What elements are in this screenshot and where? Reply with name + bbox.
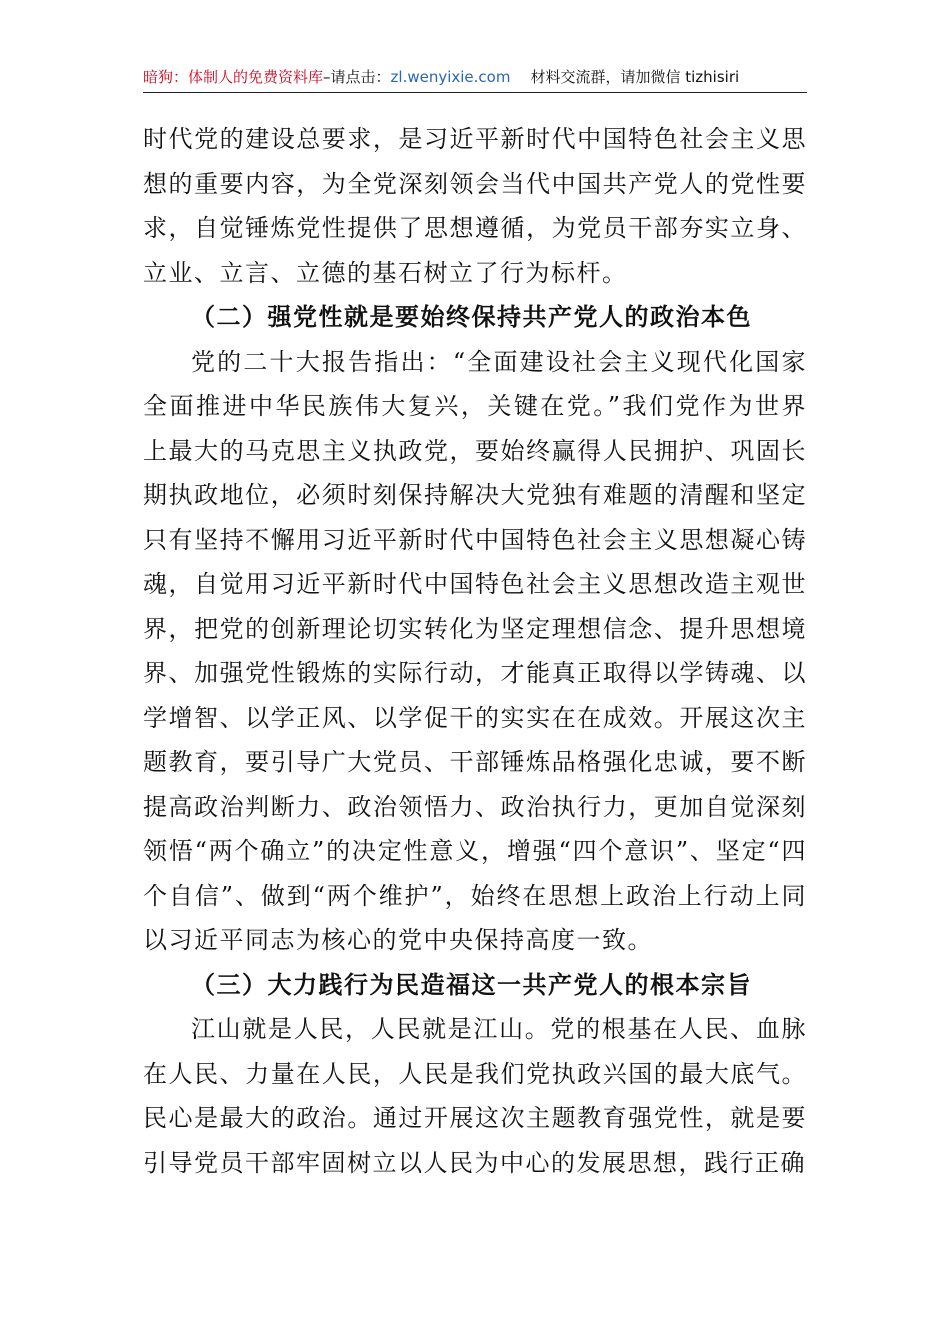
paragraph-2: 党的二十大报告指出：“全面建设社会主义现代化国家全面推进中华民族伟大复兴，关键在党。”我们党作为世界上最大的马克思主义执政党，要始终赢得人民拥护、巩固长期执政地位，必须时刻保持解决大党独有难题的清醒和坚定只有坚持不懈用习近平新时代中国特色社会主义思想凝心铸魂，自觉用习近平新时代中国特色社会主义思想改造主观世界，把党的创新理论切实转化为坚定理想信念、提升思想境界、加强党性锻炼的实际行动，才能真正取得以学铸魂、以学增智、以学正风、以学促干的实实在在成效。开展这次主题教育，要引导广大党员、干部锤炼品格强化忠诚，要不断提高政治判断力、政治领悟力、政治执行力，更加自觉深刻领悟“两个确立”的决定性意义，增强“四个意识”、坚定“四个自信”、做到“两个维护”，始终在思想上政治上行动上同以习近平同志为核心的党中央保持高度一致。 (143, 347, 807, 954)
header-brand: 暗狗：体制人的免费资料库 (143, 68, 324, 86)
section-heading-3: （三）大力践行为民造福这一共产党人的根本宗旨 (191, 969, 752, 999)
header-prompt: –请点击： (323, 68, 391, 86)
document-body (143, 117, 807, 1185)
section-heading-2: （二）强党性就是要始终保持共产党人的政治本色 (191, 302, 752, 331)
page-header (143, 64, 807, 93)
paragraph-3: 江山就是人民，人民就是江山。党的根基在人民、血脉在人民、力量在人民，人民是我们党执政兴国的最大底气。民心是最大的政治。通过开展这次主题教育强党性，就是要引导党员干部牢固树立以人民为中心的发展思想，践行正确 (143, 1015, 807, 1177)
paragraph-1: 时代党的建设总要求，是习近平新时代中国特色社会主义思想的重要内容，为全党深刻领会当代中国共产党人的党性要求，自觉锤炼党性提供了思想遵循，为党员干部夯实立身、立业、立言、立德的基石树立了行为标杆。 (143, 125, 807, 287)
header-contact: 材料交流群，请加微信 tizhisiri (530, 68, 740, 86)
header-url-link[interactable]: zl.wenyixie.com (390, 68, 511, 86)
